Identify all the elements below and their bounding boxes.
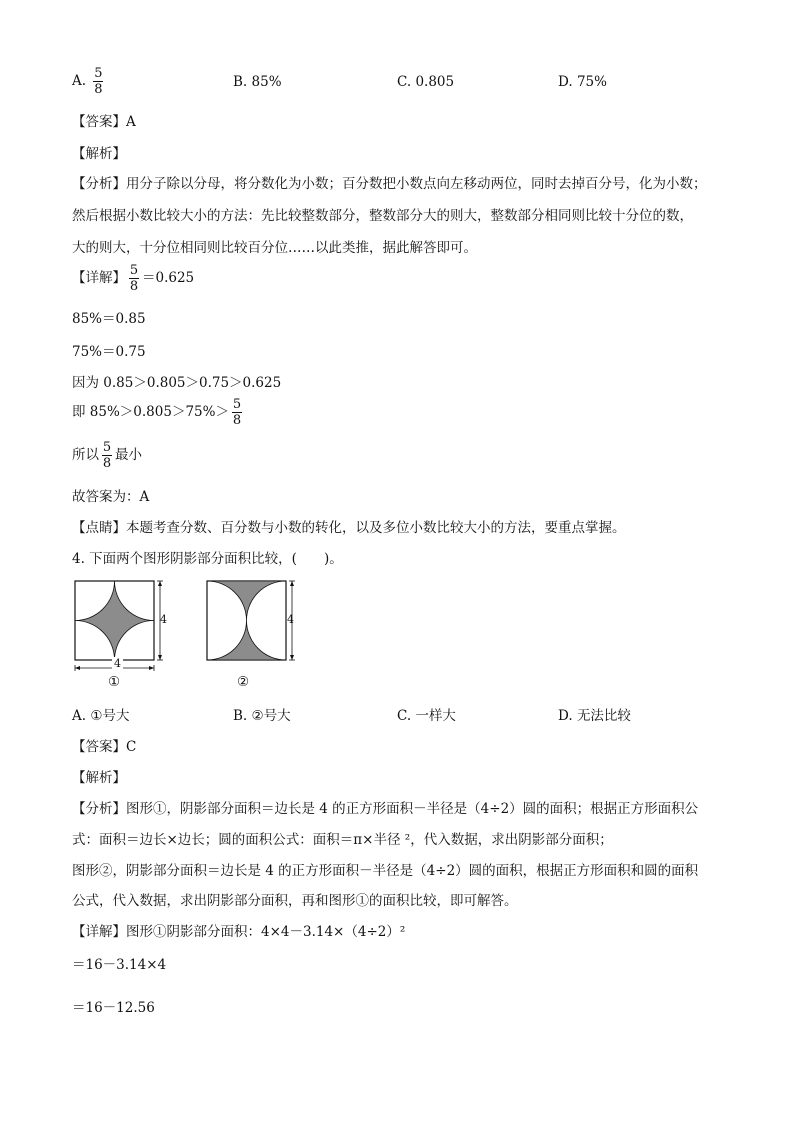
q4-detail-line-2: ＝16－12.56 [72,1000,155,1016]
q4-jiexi-heading: 【解析】 [72,770,126,786]
q4-option-a: A. ①号大 [72,708,130,724]
q4-analysis-line-1: 【分析】图形①，阴影部分面积＝边长是 4 的正方形面积－半径是（4÷2）圆的面积；根据正方形面积公 [72,801,699,817]
q4-figures [62,572,312,694]
q4-option-c: C. 一样大 [397,708,456,724]
q3-analysis-line-3: 大的则大，十分位相同则比较百分位……以此类推，据此解答即可。 [72,240,477,256]
fig2-label: ② [237,674,250,690]
q4-detail-line-1: ＝16－3.14×4 [72,957,167,973]
figure-2 [207,581,295,660]
q3-analysis-line-2: 然后根据小数比较大小的方法：先比较整数部分，整数部分大的则大，整数部分相同则比较十分位的数， [72,208,693,224]
q3-analysis-line-1: 【分析】用分子除以分母，将分数化为小数；百分数把小数点向左移动两位，同时去掉百分号，化为小数； [72,176,707,192]
q4-option-d: D. 无法比较 [558,708,631,724]
q3-detail-ji: 即 85%＞0.805＞75%＞ $\frac{5}{8}$ [72,397,242,428]
q4-analysis-line-2: 式：面积＝边长×边长；圆的面积公式：面积＝π×半径 ²，代入数据，求出阴影部分面积； [72,832,613,848]
fig2-side-dim: 4 [287,613,294,626]
fraction: $\frac{5}{8}$ [94,66,103,97]
q3-detail-line-3: 因为 0.85＞0.805＞0.75＞0.625 [72,375,282,391]
q4-option-b: B. ②号大 [233,708,291,724]
fig1-label: ① [108,674,121,690]
q3-jiexi-heading: 【解析】 [72,146,126,162]
q4-analysis-line-4: 公式，代入数据，求出阴影部分面积，再和图形①的面积比较，即可解答。 [72,893,518,909]
q3-detail-suoyi: 所以 $\frac{5}{8}$ 最小 [72,440,142,471]
q3-option-b: B. 85% [233,74,282,90]
q4-answer: 【答案】C [72,739,137,755]
q4-stem: 4. 下面两个图形阴影部分面积比较，( )。 [72,551,343,567]
q3-option-c: C. 0.805 [397,74,455,90]
q3-detail-line-1: 85%＝0.85 [72,311,146,327]
fraction: $\frac{5}{8}$ [129,263,139,294]
q4-analysis-line-3: 图形②，阴影部分面积＝边长是 4 的正方形面积－半径是（4÷2）圆的面积，根据正方形面积和圆的面积 [72,863,699,879]
fraction: $\frac{5}{8}$ [102,440,112,471]
fig1-side-dim: 4 [160,613,167,626]
q3-option-d: D. 75% [558,74,607,90]
q3-detail-line-2: 75%＝0.75 [72,344,146,360]
q4-detail-first: 【详解】图形①阴影部分面积：4×4－3.14×（4÷2）² [72,924,406,940]
q3-final-answer: 故答案为：A [72,489,150,505]
q3-dianjing: 【点睛】本题考查分数、百分数与小数的转化，以及多位小数比较大小的方法，要重点掌握。 [72,520,626,536]
fraction: $\frac{5}{8}$ [232,397,242,428]
q3-option-a: A. $\frac{5}{8}$ [72,66,103,97]
q3-detail-first: 【详解】 $\frac{5}{8}$ ＝0.625 [72,263,195,294]
q3-answer: 【答案】A [72,114,136,130]
fig1-bottom-dim: 4 [114,657,121,670]
